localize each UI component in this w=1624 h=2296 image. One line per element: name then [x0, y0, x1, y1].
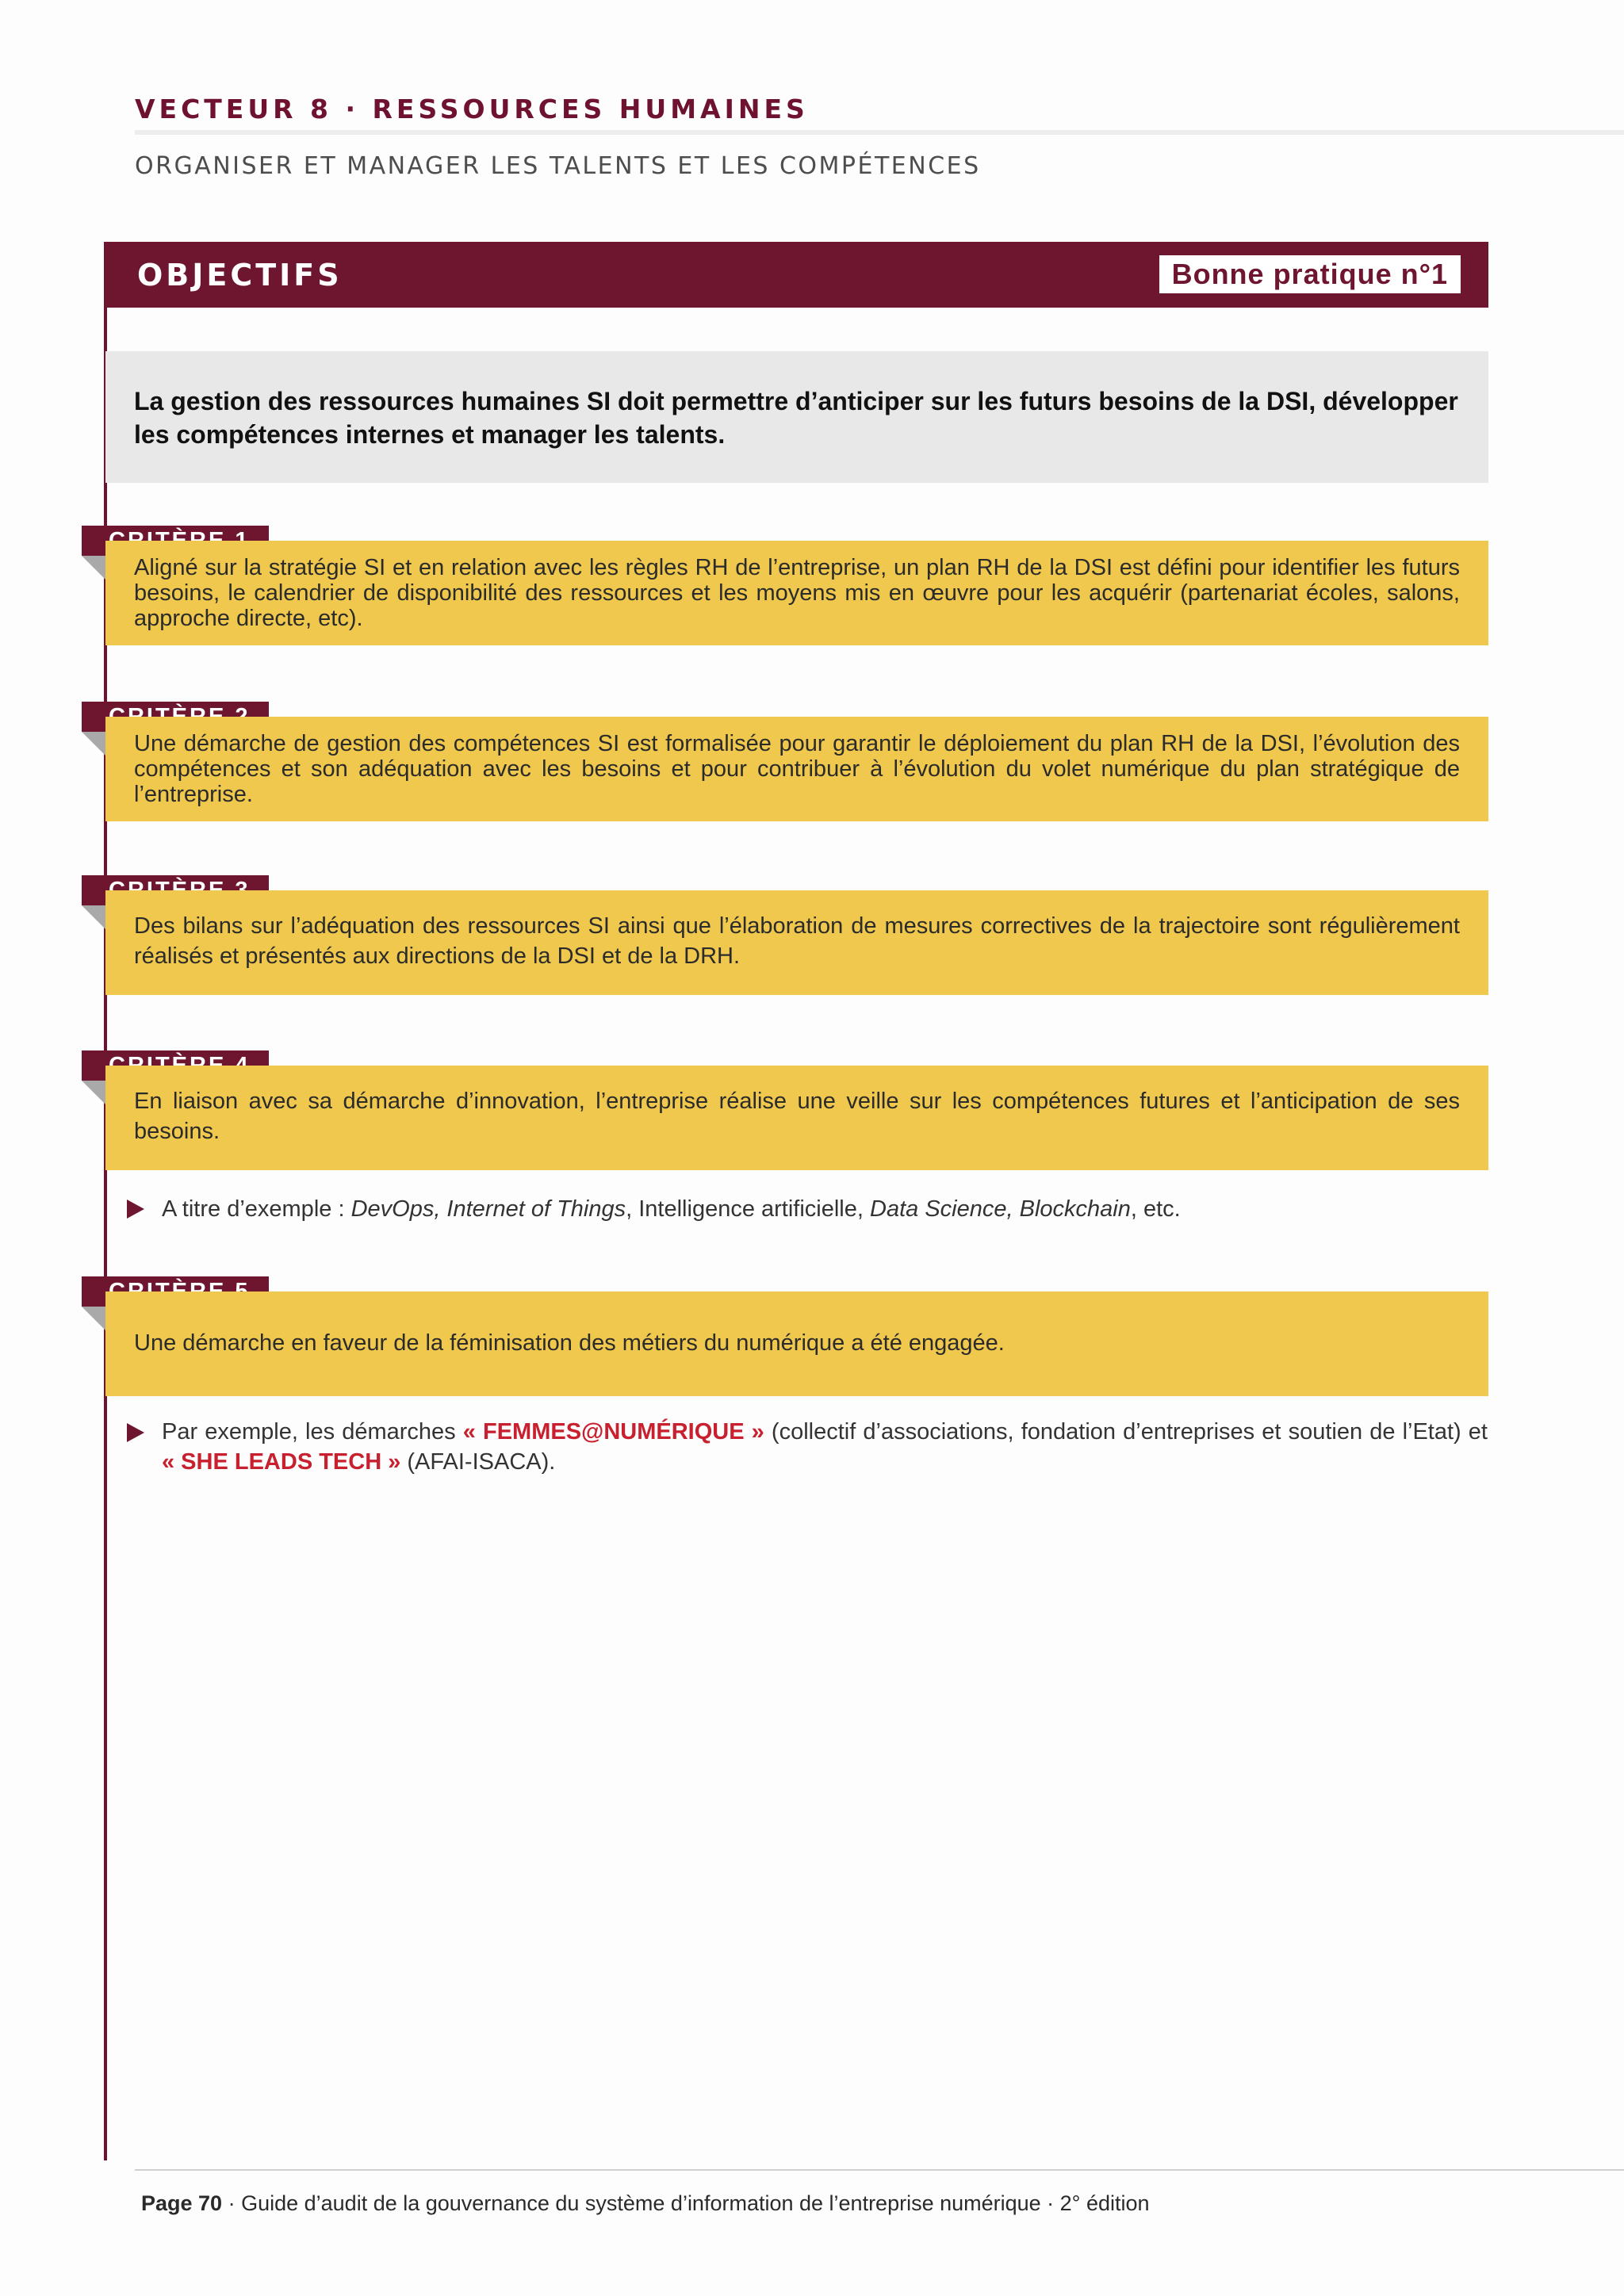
criterion-1-fold — [82, 556, 105, 580]
page-footer: Page 70 · Guide d’audit de la gouvernance du système d’information de l’entreprise numérique · 2° édition — [141, 2191, 1150, 2215]
guide-title: Guide d’audit de la gouvernance du système d’information de l’entreprise numérique · 2° édition — [241, 2191, 1150, 2215]
example-criterion-4: A titre d’exemple : DevOps, Internet of Things, Intelligence artificielle, Data Science, Blockchain, etc. — [162, 1196, 1181, 1222]
footer-rule — [135, 2169, 1624, 2171]
criterion-5-text: Une démarche en faveur de la féminisation des métiers du numérique a été engagée. — [134, 1330, 1005, 1356]
criterion-5-fold — [82, 1307, 105, 1330]
objective-box — [105, 351, 1488, 483]
criterion-3-text: Des bilans sur l’adéquation des ressources SI ainsi que l’élaboration de mesures correctives de la trajectoire sont régulièrement réalisés et présentés aux directions de la DSI et de la DRH. — [134, 913, 1460, 969]
criterion-4-box — [105, 1066, 1488, 1170]
objectifs-banner — [105, 242, 1488, 308]
criterion-1-box — [105, 541, 1488, 645]
criterion-4-text: En liaison avec sa démarche d’innovation, l’entreprise réalise une veille sur les compétences futures et l’anticipation de ses besoins. — [134, 1089, 1460, 1144]
criterion-5-box — [105, 1292, 1488, 1396]
objective-text: La gestion des ressources humaines SI doit permettre d’anticiper sur les futurs besoins de la DSI, développer les compétences internes et manager les talents. — [134, 387, 1458, 449]
criterion-2-box — [105, 717, 1488, 821]
best-practice-badge: Bonne pratique n°1 — [1159, 255, 1461, 293]
criterion-1-text: Aligné sur la stratégie SI et en relation avec les règles RH de l’entreprise, un plan RH de la DSI est défini pour identifier les futurs besoins, le calendrier de disponibilité des ressources et les moyens mis en œuvre pour les acquérir (partenariat écoles, salons, approche directe, etc). — [134, 555, 1460, 631]
bullet-arrow-icon — [127, 1200, 144, 1219]
example-criterion-5: Par exemple, les démarches « FEMMES@NUMÉRIQUE » (collectif d’associations, fondation d’entreprises et soutien de l’Etat) et « SHE LEADS TECH » (AFAI-ISACA). — [162, 1419, 1488, 1475]
criterion-2-text: Une démarche de gestion des compétences SI est formalisée pour garantir le déploiement du plan RH de la DSI, l’évolution des compétences et son adéquation avec les besoins et pour contribuer à l’évolution du volet numérique du plan stratégique de l’entreprise. — [134, 731, 1460, 807]
page-number: Page 70 — [141, 2191, 223, 2215]
header-rule — [135, 130, 1624, 135]
page-subtitle: ORGANISER ET MANAGER LES TALENTS ET LES COMPÉTENCES — [135, 152, 981, 180]
criterion-3-box — [105, 890, 1488, 995]
objectifs-title: OBJECTIFS — [137, 258, 343, 293]
vector-title: VECTEUR 8 · RESSOURCES HUMAINES — [135, 94, 809, 124]
criterion-4-fold — [82, 1081, 105, 1104]
bullet-arrow-icon — [127, 1423, 144, 1442]
criterion-2-fold — [82, 732, 105, 756]
criterion-3-fold — [82, 905, 105, 929]
